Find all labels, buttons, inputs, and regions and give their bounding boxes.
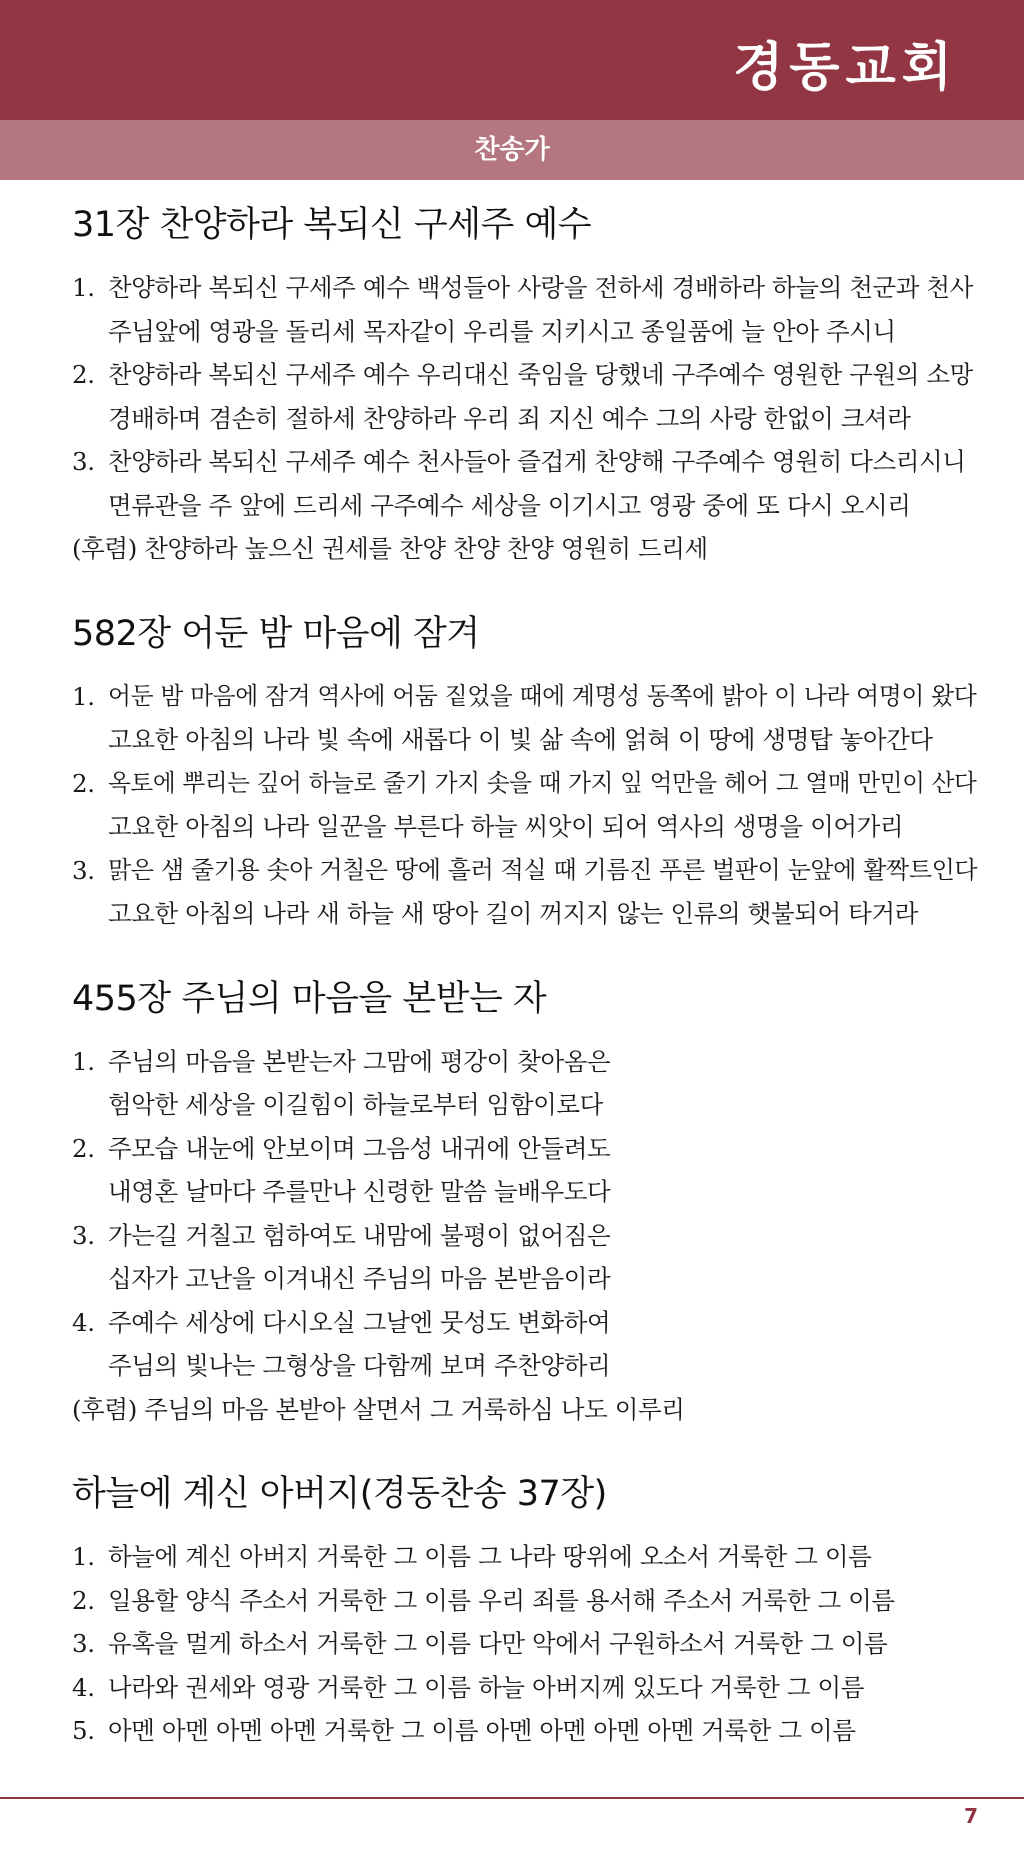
chorus-line: (후렴) 주님의 마음 본받아 살면서 그 거룩하심 나도 이루리 [72,1394,685,1424]
verse-line: 일용할 양식 주소서 거룩한 그 이름 우리 죄를 용서해 주소서 거룩한 그 이름 [108,1585,895,1615]
verse-line: 나라와 권세와 영광 거룩한 그 이름 하늘 아버지께 있도다 거룩한 그 이름 [108,1672,865,1702]
verse [72,1622,982,1666]
verse-line: 고요한 아침의 나라 빛 속에 새롭다 이 빛 삶 속에 얽혀 이 땅에 생명탑 놓아간다 [108,725,933,754]
hymn-title: 하늘에 계신 아버지(경동찬송 37장) [72,1474,607,1514]
verse-number: 1. [72,681,95,711]
verse-line: 고요한 아침의 나라 일꾼을 부른다 하늘 씨앗이 되어 역사의 생명을 이어가리 [108,812,904,841]
verse-number: 5. [72,1716,95,1745]
verse-line: 찬양하라 복되신 구세주 예수 천사들아 즐겁게 찬양해 구주예수 영원히 다스리시니 [108,447,966,476]
hymn-section [72,974,982,1432]
verse-line: 주님의 마음을 본받는자 그맘에 평강이 찾아옴은 [108,1046,611,1076]
verse [72,1709,982,1753]
verse [72,675,982,762]
verse [72,1666,982,1710]
verse-number: 3. [72,855,95,885]
verse [72,1579,982,1623]
verse-line: 십자가 고난을 이겨내신 주님의 마음 본받음이라 [108,1264,611,1293]
page-number: 7 [964,1804,978,1828]
verse-line: 어둔 밤 마음에 잠겨 역사에 어둠 짙었을 때에 계명성 동쪽에 밝아 이 나라 여명이 왔다 [108,681,977,710]
verse-number: 2. [72,1585,95,1615]
verse-number: 2. [72,768,95,798]
verse-line: 찬양하라 복되신 구세주 예수 우리대신 죽임을 당했네 구주예수 영원한 구원의 소망 [108,360,973,389]
hymn-title: 455장 주님의 마음을 본받는 자 [72,978,547,1019]
verse-line: 경배하며 겸손히 절하세 찬양하라 우리 죄 지신 예수 그의 사랑 한없이 크셔라 [108,403,911,433]
verse-number: 4. [72,1672,95,1702]
verse-number: 3. [72,447,95,476]
verse-number: 1. [72,1046,95,1076]
verse-line: 옥토에 뿌리는 깊어 하늘로 줄기 가지 솟을 때 가지 잎 억만을 헤어 그 열매 만민이 산다 [108,768,977,797]
verse [72,1301,982,1388]
hymn-section [72,1469,982,1753]
verse [72,1040,982,1127]
verse-line: 고요한 아침의 나라 새 하늘 새 땅아 길이 꺼지지 않는 인류의 햇불되어 타거라 [108,899,918,928]
verse-line: 면류관을 주 앞에 드리세 구주예수 세상을 이기시고 영광 중에 또 다시 오시리 [108,490,911,520]
verse-number: 2. [72,1133,95,1163]
verse-line: 주모습 내눈에 안보이며 그음성 내귀에 안들려도 [108,1133,611,1163]
footer-rule [0,1797,1024,1799]
verse-line: 주님앞에 영광을 돌리세 목자같이 우리를 지키시고 종일품에 늘 안아 주시니 [108,316,896,346]
verse [72,762,982,849]
hymn-section [72,609,982,936]
verse-number: 1. [72,273,95,302]
verse [72,1127,982,1214]
verse-number: 1. [72,1542,95,1571]
verse [72,353,982,440]
verse [72,849,982,936]
section-gap [72,1431,982,1469]
verse [72,1214,982,1301]
verse-number: 4. [72,1307,95,1337]
verse-line: 유혹을 멀게 하소서 거룩한 그 이름 다만 악에서 구원하소서 거룩한 그 이름 [108,1629,888,1658]
hymn-title: 31장 찬양하라 복되신 구세주 예수 [72,205,592,245]
verse-line: 가는길 거칠고 험하여도 내맘에 불평이 없어짐은 [108,1220,611,1250]
section-label: 찬송가 [474,135,550,165]
verse-line: 하늘에 계신 아버지 거룩한 그 이름 그 나라 땅위에 오소서 거룩한 그 이름 [108,1542,872,1571]
verse-number: 2. [72,360,95,389]
verse-line: 아멘 아멘 아멘 아멘 거룩한 그 이름 아멘 아멘 아멘 아멘 거룩한 그 이름 [108,1716,856,1745]
verse [72,266,982,353]
verse-line: 주예수 세상에 다시오실 그날엔 뭇성도 변화하여 [108,1307,611,1337]
verse-line: 주님의 빛나는 그형상을 다함께 보며 주찬양하리 [108,1351,611,1380]
verse-line: 맑은 샘 줄기용 솟아 거칠은 땅에 흘러 적실 때 기름진 푸른 벌판이 눈앞에 활짝트인다 [108,855,978,884]
verse [72,1535,982,1579]
verse-line: 험악한 세상을 이길힘이 하늘로부터 임함이로다 [108,1090,603,1119]
section-gap [72,936,982,974]
verse [72,440,982,527]
hymn-title: 582장 어둔 밤 마음에 잠겨 [72,613,480,654]
verse-number: 3. [72,1220,95,1250]
hymn-section [72,200,982,571]
verse-number: 3. [72,1629,95,1658]
chorus-line: (후렴) 찬양하라 높으신 권세를 찬양 찬양 찬양 영원히 드리세 [72,534,708,563]
verse-line: 내영혼 날마다 주를만나 신령한 말씀 늘배우도다 [108,1177,611,1206]
hymn-content [72,200,982,1753]
verse-line: 찬양하라 복되신 구세주 예수 백성들아 사랑을 전하세 경배하라 하늘의 천군과 천사 [108,273,973,302]
church-logo: 경동교회 [733,38,958,98]
section-gap [72,571,982,609]
